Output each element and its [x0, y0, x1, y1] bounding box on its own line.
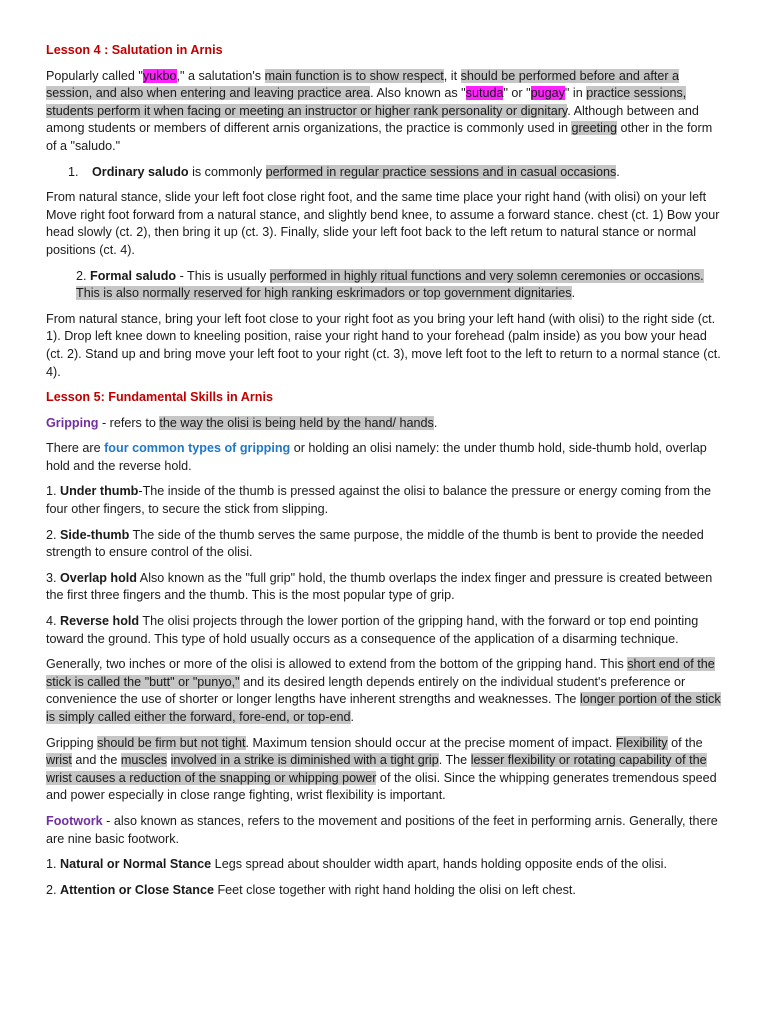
footwork-definition: [46, 813, 722, 848]
text-run: 3.: [46, 570, 61, 585]
bold-term: Reverse hold: [60, 614, 140, 629]
text-run: " or ": [503, 86, 531, 101]
text-run: .: [616, 164, 620, 179]
highlighted-text: muscles: [120, 753, 168, 768]
text-run: 2.: [46, 882, 61, 897]
magenta-highlighted-term: pugay: [530, 86, 565, 101]
highlighted-text: should be firm but not tight: [97, 735, 246, 750]
text-run: .: [433, 415, 438, 430]
highlighted-text: performed in regular practice sessions and in casual occasions: [265, 164, 617, 179]
highlighted-text: longer portion of the stick is simply called either the forward, fore-end, or top-end: [46, 692, 721, 724]
text-run: 2.: [76, 268, 91, 283]
highlighted-text: wrist: [46, 753, 72, 768]
grip-side-thumb: [46, 527, 722, 562]
text-run: 1.: [46, 484, 61, 499]
text-run: Feet close together with right hand holding the olisi on left chest.: [213, 882, 576, 897]
bold-term: Overlap hold: [60, 570, 137, 585]
highlighted-text: lesser flexibility or rotating capability of the wrist causes a reduction of the snapping or whipping power: [46, 753, 707, 785]
text-run: - This is usually: [176, 268, 270, 283]
section-term: Gripping: [46, 415, 99, 430]
text-run: - also known as stances, refers to the movement and positions of the feet in performing arnis. Generally, there are nine basic footwork.: [46, 813, 718, 846]
grip-overlap-hold: [46, 570, 722, 605]
bold-term: Ordinary saludo: [92, 164, 189, 179]
text-run: and its desired length depends entirely on the individual student's preference or convenience the use of shorter or longer lengths have inherent strengths and weaknesses. The: [46, 674, 686, 707]
text-run: of the: [667, 735, 703, 750]
bold-term: Natural or Normal Stance: [60, 857, 212, 872]
magenta-highlighted-term: sutuda: [465, 86, 504, 101]
formal-saludo-item: [46, 268, 722, 303]
stance-natural: [46, 856, 722, 874]
blue-term: four common types of gripping: [104, 441, 291, 456]
text-run: There are: [46, 441, 105, 456]
text-run: . Maximum tension should occur at the precise moment of impact.: [245, 735, 616, 750]
text-run: is commonly: [188, 164, 266, 179]
text-run: of the olisi. Since the whipping generates tremendous speed and power especially in close range fighting, wrist flexibility is important.: [46, 770, 717, 803]
ordinary-saludo-item: [46, 164, 722, 182]
grip-reverse-hold: [46, 613, 722, 648]
text-run: Also known as the "full grip" hold, the thumb overlaps the index finger and pressure is created between the first three fingers and the thumb. This is the most popular type of grip.: [46, 570, 713, 603]
gripping-types-paragraph: [46, 440, 722, 475]
text-run: Generally, two inches or more of the olisi is allowed to extend from the bottom of the gripping hand. This: [46, 657, 628, 672]
stick-length-paragraph: [46, 656, 722, 726]
bold-term: Attention or Close Stance: [60, 882, 214, 897]
text-run: 4.: [46, 614, 61, 629]
text-run: . Although between and among students or members of different arnis organizations, the practice is commonly used in: [46, 103, 699, 136]
text-run: ," a salutation's: [176, 68, 265, 83]
grip-under-thumb: [46, 483, 722, 518]
text-run: 1.: [46, 857, 61, 872]
ordinary-saludo-steps: From natural stance, slide your left foot close right foot, and the same time place your right hand (with olisi) on your left Move right foot forward from a natural stance, and slightly bend knee, to assume a forward stance. chest (ct. 1) Bow your head slowly (ct. 2), then bring it up (ct. 3). Finally, slide your left foot back to the left retum to natural stance or normal positions (ct. 4).: [46, 190, 720, 257]
document-page: [46, 36, 722, 907]
highlighted-text: greeting: [571, 121, 617, 136]
grip-firmness-paragraph: [46, 735, 722, 805]
text-run: .: [571, 286, 576, 301]
text-run: . The: [438, 753, 471, 768]
bold-term: Side-thumb: [60, 527, 130, 542]
highlighted-text: performed in highly ritual functions and very solemn ceremonies or occasions. This is also normally reserved for high ranking eskrimadors or top government dignitaries: [76, 268, 704, 301]
section-term: Footwork: [46, 813, 103, 828]
highlighted-text: short end of the stick is called the "butt" or "punyo,": [46, 657, 715, 689]
highlighted-text: main function is to show respect: [264, 68, 444, 83]
text-run: .: [350, 710, 354, 724]
magenta-highlighted-term: yukbo: [142, 68, 177, 83]
lesson5-heading: Lesson 5: Fundamental Skills in Arnis: [46, 390, 273, 405]
text-run: other in the form of a "saludo.": [46, 121, 713, 153]
list-number: 1.: [68, 164, 79, 179]
text-run: Popularly called ": [46, 68, 143, 83]
highlighted-text: should be performed before and after a session, and also when entering and leaving practice area: [46, 68, 680, 101]
text-run: , it: [443, 68, 461, 83]
ordinary-saludo-text: [92, 165, 620, 179]
lesson4-heading: Lesson 4 : Salutation in Arnis: [46, 43, 223, 57]
text-run: The olisi projects through the lower portion of the gripping hand, with the forward or top end pointing toward the ground. This type of hold usually occurs as a consequence of the application of a disarming technique.: [46, 614, 699, 646]
highlighted-text: Flexibility: [615, 735, 668, 750]
highlighted-text: involved in a strike is diminished with a tight grip: [170, 753, 439, 768]
text-run: Legs spread about shoulder width apart, hands holding opposite ends of the olisi.: [211, 857, 667, 872]
text-run: - refers to: [98, 415, 160, 430]
highlighted-text: the way the olisi is being held by the hand/ hands: [159, 415, 434, 430]
text-run: 2.: [46, 527, 61, 542]
lesson4-intro-paragraph: [46, 68, 722, 156]
bold-term: Formal saludo: [90, 268, 177, 283]
text-run: or holding an olisi namely: the under thumb hold, side-thumb hold, overlap hold and the reverse hold.: [46, 441, 707, 473]
text-run: " in: [564, 86, 587, 101]
text-run: -The inside of the thumb is pressed against the olisi to balance the pressure or energy coming from the four other fingers, to secure the stick from slipping.: [46, 484, 711, 517]
text-run: . Also known as ": [370, 86, 466, 101]
text-run: Gripping: [46, 735, 98, 750]
stance-attention: [46, 882, 722, 900]
formal-saludo-steps: From natural stance, bring your left foot close to your right foot as you bring your left hand (with olisi) to the right side (ct. 1). Drop left knee down to kneeling position, raise your right hand to your forehead (palm inside) as you bow your head (ct. 2). Stand up and bring move your left foot to your right (ct. 3), move left foot to the left to return to a normal stance (ct. 4).: [46, 311, 721, 379]
highlighted-text: practice sessions, students perform it when facing or meeting an instructor or higher rank personality or dignitary: [46, 86, 687, 118]
gripping-definition: [46, 415, 722, 433]
bold-term: Under thumb: [60, 484, 139, 499]
text-run: and the: [71, 753, 121, 768]
text-run: The side of the thumb serves the same purpose, the middle of the thumb is bent to provide the needed strength to ensure control of the olisi.: [46, 527, 704, 560]
